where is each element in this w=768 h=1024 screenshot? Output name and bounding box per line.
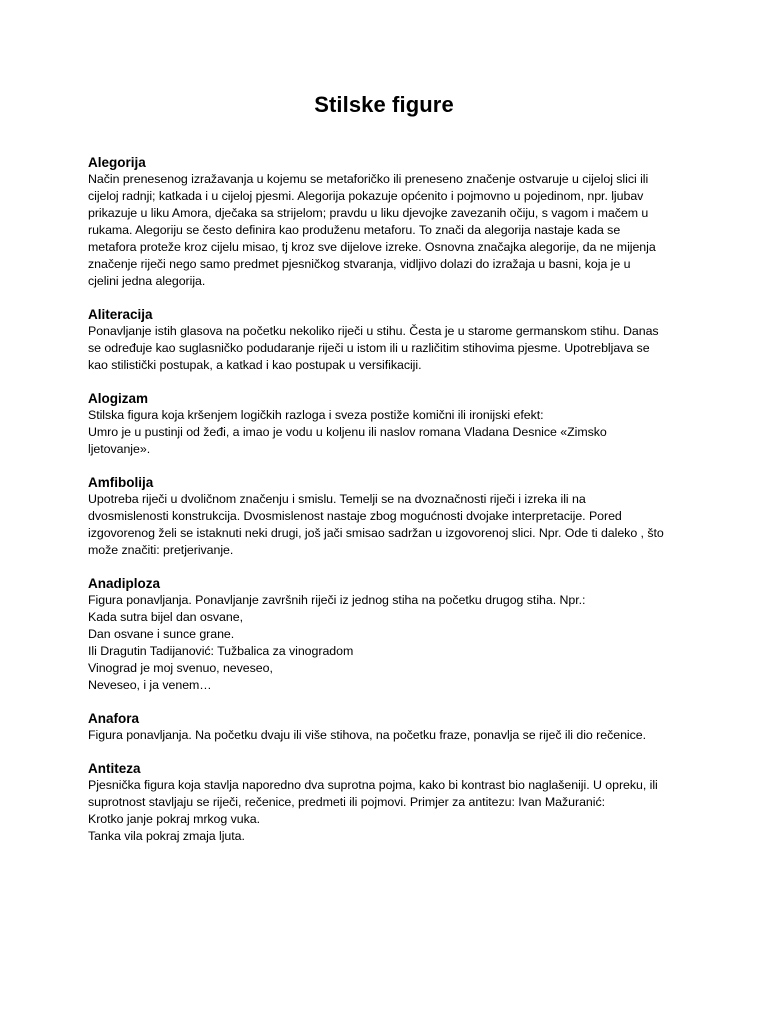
section-heading: Alegorija	[88, 155, 146, 170]
section-text	[88, 171, 688, 290]
section-text	[88, 592, 688, 694]
text-line: značenje riječi nego samo predmet pjesničkog stvaranja, vidljivo dolazi do izražaja u basni, koja je u	[88, 257, 631, 271]
text-line: izgovorenog želi se istaknuti neki drugi, još jači smisao sadržan u izgovorenoj slici. Npr. Ode ti daleko , što	[88, 526, 664, 540]
document-body	[88, 154, 688, 861]
section-text	[88, 491, 688, 559]
text-line: Upotreba riječi u dvoličnom značenju i smislu. Temelji se na dvoznačnosti riječi i izreka ili na	[88, 492, 586, 506]
page-title: Stilske figure	[314, 92, 454, 117]
section-text	[88, 323, 688, 374]
text-line: može značiti: pretjerivanje.	[88, 543, 234, 557]
text-line: Vinograd je moj svenuo, neveseo,	[88, 661, 273, 675]
section-anadiploza	[88, 575, 688, 694]
section-heading: Anadiploza	[88, 576, 161, 591]
text-line: Ili Dragutin Tadijanović: Tužbalica za vinogradom	[88, 644, 354, 658]
text-line: Krotko janje pokraj mrkog vuka.	[88, 812, 260, 826]
text-line: Ponavljanje istih glasova na početku nekoliko riječi u stihu. Česta je u starome germanskom stihu. Danas	[88, 324, 659, 338]
section-alegorija	[88, 154, 688, 290]
section-alogizam	[88, 390, 688, 458]
text-line: dvosmislenosti konstrukcija. Dvosmislenost nastaje zbog mogućnosti dvojake interpretacije. Pored	[88, 509, 622, 523]
text-line: Tanka vila pokraj zmaja ljuta.	[88, 829, 245, 843]
text-line: metafora proteže kroz cijelu misao, tj kroz sve dijelove izreke. Osnovna značajka alegorije, da ne mijenja	[88, 240, 656, 254]
section-amfibolija	[88, 474, 688, 559]
text-line: Umro je u pustinji od žeđi, a imao je vodu u koljenu ili naslov romana Vladana Desnice «Zimsko	[88, 425, 607, 439]
section-heading: Alogizam	[88, 391, 149, 406]
text-line: se određuje kao suglasničko podudaranje riječi u istom ili u različitim stihovima pjesme. Upotrebljava se	[88, 341, 650, 355]
section-aliteracija	[88, 306, 688, 374]
section-heading: Antiteza	[88, 761, 141, 776]
text-line: Kada sutra bijel dan osvane,	[88, 610, 243, 624]
text-line: rukama. Alegoriju se često definira kao produženu metaforu. To znači da alegorija nastaje kada se	[88, 223, 621, 237]
text-line: Neveseo, i ja venem…	[88, 678, 212, 692]
text-line: cjelini jedna alegorija.	[88, 274, 206, 288]
section-text	[88, 727, 688, 744]
text-line: Pjesnička figura koja stavlja naporedno dva suprotna pojma, kako bi kontrast bio naglašeniji. U opreku, ili	[88, 778, 658, 792]
text-line: Figura ponavljanja. Ponavljanje završnih riječi iz jednog stiha na početku drugog stiha. Npr.:	[88, 593, 586, 607]
section-heading: Amfibolija	[88, 475, 154, 490]
text-line: Način prenesenog izražavanja u kojemu se metaforičko ili preneseno značenje ostvaruje u cijeloj slici ili	[88, 172, 649, 186]
text-line: Dan osvane i sunce grane.	[88, 627, 235, 641]
section-heading: Aliteracija	[88, 307, 153, 322]
text-line: Figura ponavljanja. Na početku dvaju ili više stihova, na početku fraze, ponavlja se riječ ili dio rečenice.	[88, 728, 646, 742]
section-anafora	[88, 710, 688, 744]
section-antiteza	[88, 760, 688, 845]
text-line: Stilska figura koja kršenjem logičkih razloga i sveza postiže komični ili ironijski efekt:	[88, 408, 544, 422]
section-heading: Anafora	[88, 711, 140, 726]
section-text	[88, 407, 688, 458]
section-text	[88, 777, 688, 845]
text-line: kao stilistički postupak, a katkad i kao postupak u versifikaciji.	[88, 358, 422, 372]
text-line: suprotnost stavljaju se riječi, rečenice, predmeti ili pojmovi. Primjer za antitezu: Ivan Mažuranić:	[88, 795, 605, 809]
text-line: cijeloj radnji; katkada i u cijeloj pjesmi. Alegorija pokazuje općenito i pojmovno u pojedinom, npr. ljubav	[88, 189, 644, 203]
text-line: ljetovanje».	[88, 442, 151, 456]
text-line: prikazuje u liku Amora, dječaka sa strijelom; pravdu u liku djevojke zavezanih očiju, s vagom i mačem u	[88, 206, 649, 220]
